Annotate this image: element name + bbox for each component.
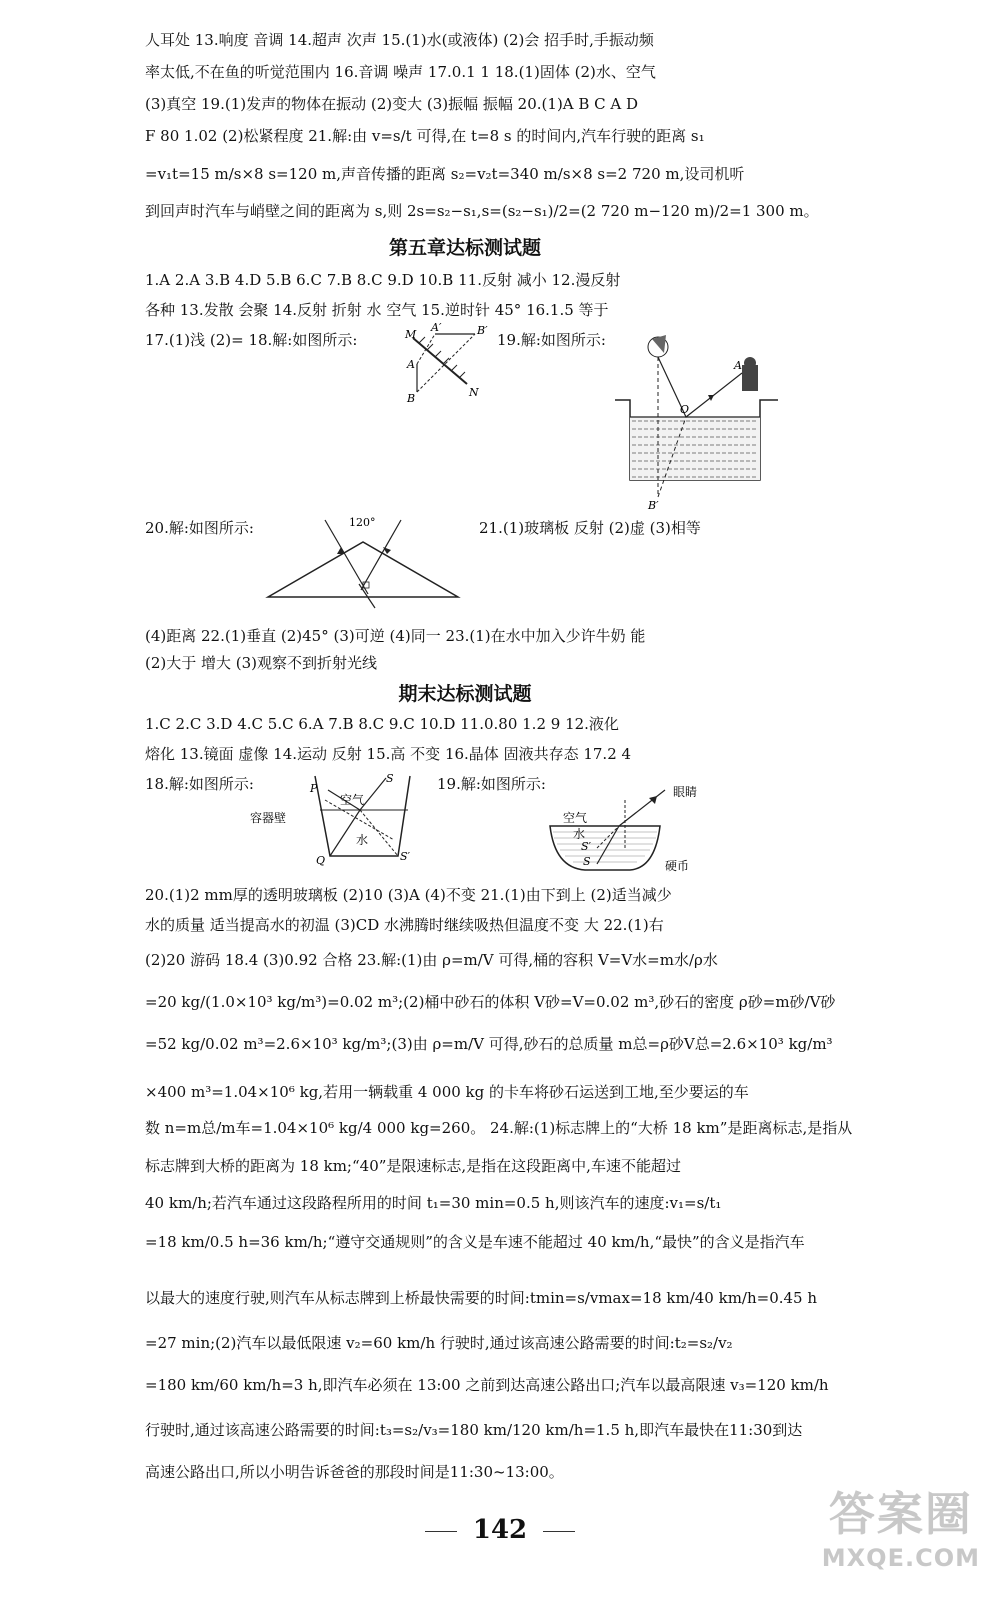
label-angle: 120° [349, 516, 376, 529]
label-q: Q [316, 854, 326, 867]
label-b-prime: B′ [477, 324, 488, 337]
answer-line: 水的质量 适当提高水的初温 (3)CD 水沸腾时继续吸热但温度不变 大 22.(1)右 [145, 916, 664, 934]
prism-reflection-diagram [263, 512, 463, 612]
water-reflection-diagram [610, 325, 785, 515]
answer-line: 到回声时汽车与峭壁之间的距离为 s,则 2s=s₂−s₁,s=(s₂−s₁)/2=(2 720 m−120 m)/2=1 300 m。 [145, 202, 819, 220]
label-air: 空气 [563, 811, 588, 825]
mirror-image-diagram [395, 320, 505, 410]
answer-line: 17.(1)浅 (2)= 18.解:如图所示: [145, 331, 358, 349]
label-water: 水 [356, 833, 369, 847]
answer-line: 19.解:如图所示: [497, 331, 606, 349]
answer-line: (2)20 游码 18.4 (3)0.92 合格 23.解:(1)由 ρ=m/V 可得,桶的容积 V=V水=m水/ρ水 [145, 951, 718, 969]
answer-line: F 80 1.02 (2)松紧程度 21.解:由 v=s/t 可得,在 t=8 s 的时间内,汽车行驶的距离 s₁ [145, 127, 705, 145]
watermark-logo: 答案圈 [828, 1487, 973, 1541]
answer-line: =20 kg/(1.0×10³ kg/m³)=0.02 m³;(2)桶中砂石的体积 V砂=V=0.02 m³,砂石的密度 ρ砂=m砂/V砂 [145, 993, 836, 1011]
answer-line: 19.解:如图所示: [437, 775, 546, 793]
answer-line: 40 km/h;若汽车通过这段路程所用的时间 t₁=30 min=0.5 h,则该汽车的速度:v₁=s/t₁ [145, 1194, 722, 1212]
label-p: P [310, 782, 318, 795]
watermark [822, 1478, 980, 1572]
bowl-coin-diagram [545, 770, 705, 880]
page-number-dash [425, 1531, 457, 1532]
answer-line: =18 km/0.5 h=36 km/h;“遵守交通规则”的含义是车速不能超过 40 km/h,“最快”的含义是指汽车 [145, 1233, 805, 1251]
answer-line: =v₁t=15 m/s×8 s=120 m,声音传播的距离 s₂=v₂t=340 m/s×8 s=2 720 m,设司机听 [145, 165, 745, 183]
label-air: 空气 [340, 793, 365, 807]
answer-line: 以最大的速度行驶,则汽车从标志牌到上桥最快需要的时间:tmin=s/vmax=18 km/40 km/h=0.45 h [145, 1289, 818, 1307]
answer-line: 18.解:如图所示: [145, 775, 254, 793]
answer-line: 熔化 13.镜面 虚像 14.运动 反射 15.高 不变 16.晶体 固液共存态 17.2 4 [145, 745, 632, 763]
label-s-prime: S′ [400, 850, 411, 863]
section-title-chapter5: 第五章达标测试题 [388, 237, 541, 259]
answer-line: (2)大于 增大 (3)观察不到折射光线 [145, 654, 378, 672]
label-coin: 硬币 [665, 859, 690, 873]
answer-line: ×400 m³=1.04×10⁶ kg,若用一辆载重 4 000 kg 的卡车将砂石运送到工地,至少要运的车 [145, 1083, 749, 1101]
answer-line: (3)真空 19.(1)发声的物体在振动 (2)变大 (3)振幅 振幅 20.(1)A B C A D [145, 95, 639, 113]
answer-line: 行驶时,通过该高速公路需要的时间:t₃=s₂/v₃=180 km/120 km/h=1.5 h,即汽车最快在11:30到达 [145, 1421, 803, 1439]
label-b-prime: B′ [648, 499, 659, 512]
answer-line: 20.解:如图所示: [145, 519, 254, 537]
label-s: S [583, 855, 591, 868]
answer-line: 21.(1)玻璃板 反射 (2)虚 (3)相等 [479, 519, 701, 537]
label-a-prime: A′ [431, 321, 442, 334]
answer-line: =52 kg/0.02 m³=2.6×10³ kg/m³;(3)由 ρ=m/V 可得,砂石的总质量 m总=ρ砂V总=2.6×10³ kg/m³ [145, 1035, 833, 1053]
label-water: 水 [573, 827, 586, 841]
label-eye: 眼睛 [673, 785, 698, 799]
answer-line: 1.A 2.A 3.B 4.D 5.B 6.C 7.B 8.C 9.D 10.B 11.反射 减小 12.漫反射 [145, 271, 621, 289]
label-b: B [407, 392, 416, 405]
answer-line: 率太低,不在鱼的听觉范围内 16.音调 噪声 17.0.1 1 18.(1)固体 (2)水、空气 [145, 63, 656, 81]
answer-line: 数 n=m总/m车=1.04×10⁶ kg/4 000 kg=260。 24.解:(1)标志牌上的“大桥 18 km”是距离标志,是指从 [145, 1119, 853, 1137]
label-a: A [407, 358, 415, 371]
label-s-prime: S′ [581, 840, 592, 853]
page-number-text: 142 [472, 1515, 528, 1545]
page-number-dash [543, 1531, 575, 1532]
answer-line: 高速公路出口,所以小明告诉爸爸的那段时间是11:30~13:00。 [145, 1463, 564, 1481]
answer-line: =180 km/60 km/h=3 h,即汽车必须在 13:00 之前到达高速公路出口;汽车以最高限速 v₃=120 km/h [145, 1376, 829, 1394]
label-o: O [680, 403, 690, 416]
label-wall: 容器壁 [250, 811, 287, 825]
answer-line: 人耳处 13.响度 音调 14.超声 次声 15.(1)水(或液体) (2)会 招手时,手振动频 [145, 31, 654, 49]
answer-line: 标志牌到大桥的距离为 18 km;“40”是限速标志,是指在这段距离中,车速不能超过 [145, 1157, 681, 1175]
label-s: S [386, 772, 394, 785]
answer-line: =27 min;(2)汽车以最低限速 v₂=60 km/h 行驶时,通过该高速公路需要的时间:t₂=s₂/v₂ [145, 1334, 733, 1352]
container-refraction-diagram [250, 770, 420, 870]
section-title-final: 期末达标测试题 [398, 683, 532, 705]
answer-line: (4)距离 22.(1)垂直 (2)45° (3)可逆 (4)同一 23.(1)在水中加入少许牛奶 能 [145, 627, 646, 645]
answer-line: 各种 13.发散 会聚 14.反射 折射 水 空气 15.逆时针 45° 16.1.5 等于 [145, 301, 609, 319]
watermark-url: MXQE.COM [821, 1544, 980, 1572]
label-m: M [405, 328, 417, 341]
label-n: N [469, 386, 479, 399]
label-a: A [734, 359, 742, 372]
answer-line: 1.C 2.C 3.D 4.C 5.C 6.A 7.B 8.C 9.C 10.D 11.0.80 1.2 9 12.液化 [145, 715, 619, 733]
answer-line: 20.(1)2 mm厚的透明玻璃板 (2)10 (3)A (4)不变 21.(1)由下到上 (2)适当减少 [145, 886, 672, 904]
